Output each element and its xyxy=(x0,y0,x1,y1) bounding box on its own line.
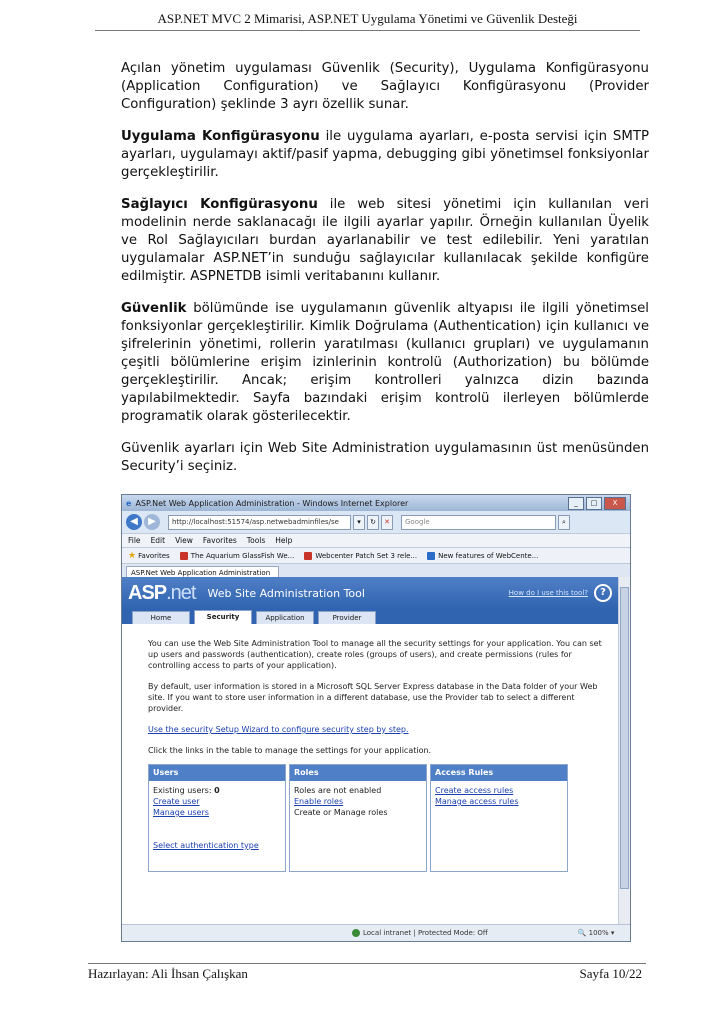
window-titlebar xyxy=(122,495,630,511)
term-security: Güvenlik xyxy=(121,301,187,316)
favorite-label: Webcenter Patch Set 3 rele... xyxy=(315,551,418,560)
access-rules-column xyxy=(430,764,568,872)
existing-users-count: 0 xyxy=(214,786,220,795)
close-button[interactable]: X xyxy=(604,497,626,510)
security-page-body xyxy=(122,624,618,872)
manage-users-link[interactable]: Manage users xyxy=(153,808,209,817)
help-icon[interactable]: ? xyxy=(594,584,612,602)
roles-status: Roles are not enabled xyxy=(294,786,382,795)
feed-icon xyxy=(427,552,435,560)
menu-favorites[interactable]: Favorites xyxy=(202,536,237,545)
favorites-button[interactable] xyxy=(128,551,170,561)
body-text xyxy=(121,60,649,490)
roles-header: Roles xyxy=(290,765,426,781)
status-bar xyxy=(122,924,630,941)
security-zone[interactable] xyxy=(352,929,488,937)
create-user-link[interactable]: Create user xyxy=(153,797,200,806)
existing-users: Existing users: 0 xyxy=(153,786,220,795)
create-access-rules-link[interactable]: Create access rules xyxy=(435,786,514,795)
setup-wizard-link[interactable]: Use the security Setup Wizard to configure security step by step. xyxy=(148,725,409,734)
paragraph-security-text: bölümünde ise uygulamanın güvenlik altyapısı ile ilgili yönetimsel fonksiyonlar gerçekleştirilir. Kimlik Doğrulama (Authentication) için kullanıcı ve şifrelerinin yönetimi, rollerin yaratılması (kullanıcı grupları) ve uygulamanın çeşitli bölümlerine erişim izinlerinin kontrolü (Authorization) bu bölümde gerçekleştirilir. Ancak; erişim kontrolleri yalnızca dizin bazında yapılabilmektedir. Sayfa bazındaki erişim kontrolü ilerleyen bölümlerde programatik olarak gösterilecektir. xyxy=(121,301,649,424)
window-title: ASP.Net Web Application Administration - Windows Internet Explorer xyxy=(135,498,409,508)
menu-edit[interactable]: Edit xyxy=(150,536,166,545)
menu-file[interactable]: File xyxy=(128,536,141,545)
header-title: ASP.NET MVC 2 Mimarisi, ASP.NET Uygulama Yönetimi ve Güvenlik Desteği xyxy=(157,11,578,26)
aspnet-logo: ASP.net xyxy=(128,581,196,604)
page-content xyxy=(122,577,618,925)
paragraph-provider-config xyxy=(121,196,649,286)
users-header: Users xyxy=(149,765,285,781)
paragraph-app-config xyxy=(121,128,649,182)
favorite-link-webcenter-patch[interactable] xyxy=(304,552,417,560)
enable-roles-link[interactable]: Enable roles xyxy=(294,797,344,806)
term-app-config: Uygulama Konfigürasyonu xyxy=(121,129,320,144)
wsat-header xyxy=(122,577,618,609)
scroll-thumb[interactable] xyxy=(620,587,629,889)
globe-icon xyxy=(352,929,360,937)
forward-icon[interactable]: ▶ xyxy=(144,514,160,530)
back-icon[interactable]: ◀ xyxy=(126,514,142,530)
term-provider-config: Sağlayıcı Konfigürasyonu xyxy=(121,197,318,212)
search-icon[interactable]: ⌕ xyxy=(558,515,570,530)
table-intro: Click the links in the table to manage the settings for your application. xyxy=(148,746,432,755)
refresh-icon[interactable]: ↻ xyxy=(367,515,379,530)
favorites-label: Favorites xyxy=(138,551,170,560)
tool-title: Web Site Administration Tool xyxy=(207,586,365,600)
access-rules-header: Access Rules xyxy=(431,765,567,781)
security-zone-label: Local intranet | Protected Mode: Off xyxy=(363,929,488,937)
menu-view[interactable]: View xyxy=(175,536,193,545)
users-column xyxy=(148,764,286,872)
ie-icon: e xyxy=(126,498,132,508)
select-auth-type-link[interactable]: Select authentication type xyxy=(153,841,259,850)
address-input[interactable]: http://localhost:51574/asp.netwebadminfiles/se xyxy=(168,515,351,530)
security-table xyxy=(148,764,606,872)
favorite-link-aquarium[interactable] xyxy=(180,552,295,560)
footer-page-number: Sayfa 10/22 xyxy=(579,966,642,981)
help-link[interactable]: How do I use this tool? xyxy=(508,589,588,597)
paragraph-provider-config-text: ile web sitesi yönetimi için kullanılan veri modelinin nerde saklanacağı ile ilgili ayarlar yapılır. Örneğin kullanılan Üyelik ve Rol Sağlayıcıları burdan ayarlanabilir ve test edilebilir. Yeni yaratılan uygulamalar ASP.NET’in sunduğu sağlayıcılar kullanılacak şekilde konfigüre edilmiştir. ASPNETDB isimli veritabanını kullanır. xyxy=(121,197,649,284)
tab-application[interactable]: Application xyxy=(256,611,314,624)
tab-security[interactable]: Security xyxy=(194,610,252,624)
wsat-tabs xyxy=(122,609,618,624)
paragraph-intro: Açılan yönetim uygulaması Güvenlik (Security), Uygulama Konfigürasyonu (Application Configuration) ve Sağlayıcı Konfigürasyonu (Provider Configuration) şeklinde 3 ayrı özellik sunar. xyxy=(121,61,649,112)
menu-tools[interactable]: Tools xyxy=(246,536,266,545)
paragraph-app-config-text: ile uygulama ayarları, e-posta servisi için SMTP ayarları, uygulamayı aktif/pasif yapma, debugging gibi yönetimsel fonksiyonlar gerçekleştirilir. xyxy=(121,129,649,180)
menu-bar xyxy=(122,533,630,547)
zoom-icon: 🔍 xyxy=(577,929,587,937)
address-bar-row xyxy=(122,511,630,533)
browser-screenshot xyxy=(121,494,631,942)
maximize-button[interactable]: □ xyxy=(586,497,602,510)
oracle-icon xyxy=(304,552,312,560)
manage-roles-text: Create or Manage roles xyxy=(294,808,388,817)
footer-author: Hazırlayan: Ali İhsan Çalışkan xyxy=(88,966,248,981)
security-default-info: By default, user information is stored in a Microsoft SQL Server Express database in the Data folder of your Web site. If you want to store user information in a different database, use the Provider tab to select a different provider. xyxy=(148,682,598,713)
menu-help[interactable]: Help xyxy=(275,536,293,545)
search-input[interactable]: Google xyxy=(401,515,556,530)
favorites-bar xyxy=(122,547,630,563)
minimize-button[interactable]: _ xyxy=(568,497,584,510)
page-header xyxy=(95,8,640,31)
paragraph-security xyxy=(121,300,649,426)
favorite-link-webcenter-features[interactable] xyxy=(427,552,538,560)
tab-home[interactable]: Home xyxy=(132,611,190,624)
address-dropdown-icon[interactable]: ▾ xyxy=(353,515,365,530)
oracle-icon xyxy=(180,552,188,560)
favorite-label: The Aquarium GlassFish We... xyxy=(190,551,295,560)
security-intro: You can use the Web Site Administration Tool to manage all the security settings for your application. You can set up users and passwords (authentication), create roles (groups of users), and create permissions (rules for controlling access to parts of your application). xyxy=(148,639,602,670)
stop-icon[interactable]: ✕ xyxy=(381,515,393,530)
favorite-label: New features of WebCente... xyxy=(438,551,539,560)
page-footer xyxy=(88,963,646,984)
manage-access-rules-link[interactable]: Manage access rules xyxy=(435,797,519,806)
star-icon: ★ xyxy=(128,550,137,561)
tab-provider[interactable]: Provider xyxy=(318,611,376,624)
vertical-scrollbar[interactable] xyxy=(618,577,630,925)
roles-column xyxy=(289,764,427,872)
paragraph-instruction: Güvenlik ayarları için Web Site Administration uygulamasının üst menüsünden Security’i seçiniz. xyxy=(121,441,649,474)
zoom-level[interactable]: 🔍 100% ▾ xyxy=(577,929,615,937)
browser-tab[interactable]: ASP.Net Web Application Administration xyxy=(126,566,279,579)
